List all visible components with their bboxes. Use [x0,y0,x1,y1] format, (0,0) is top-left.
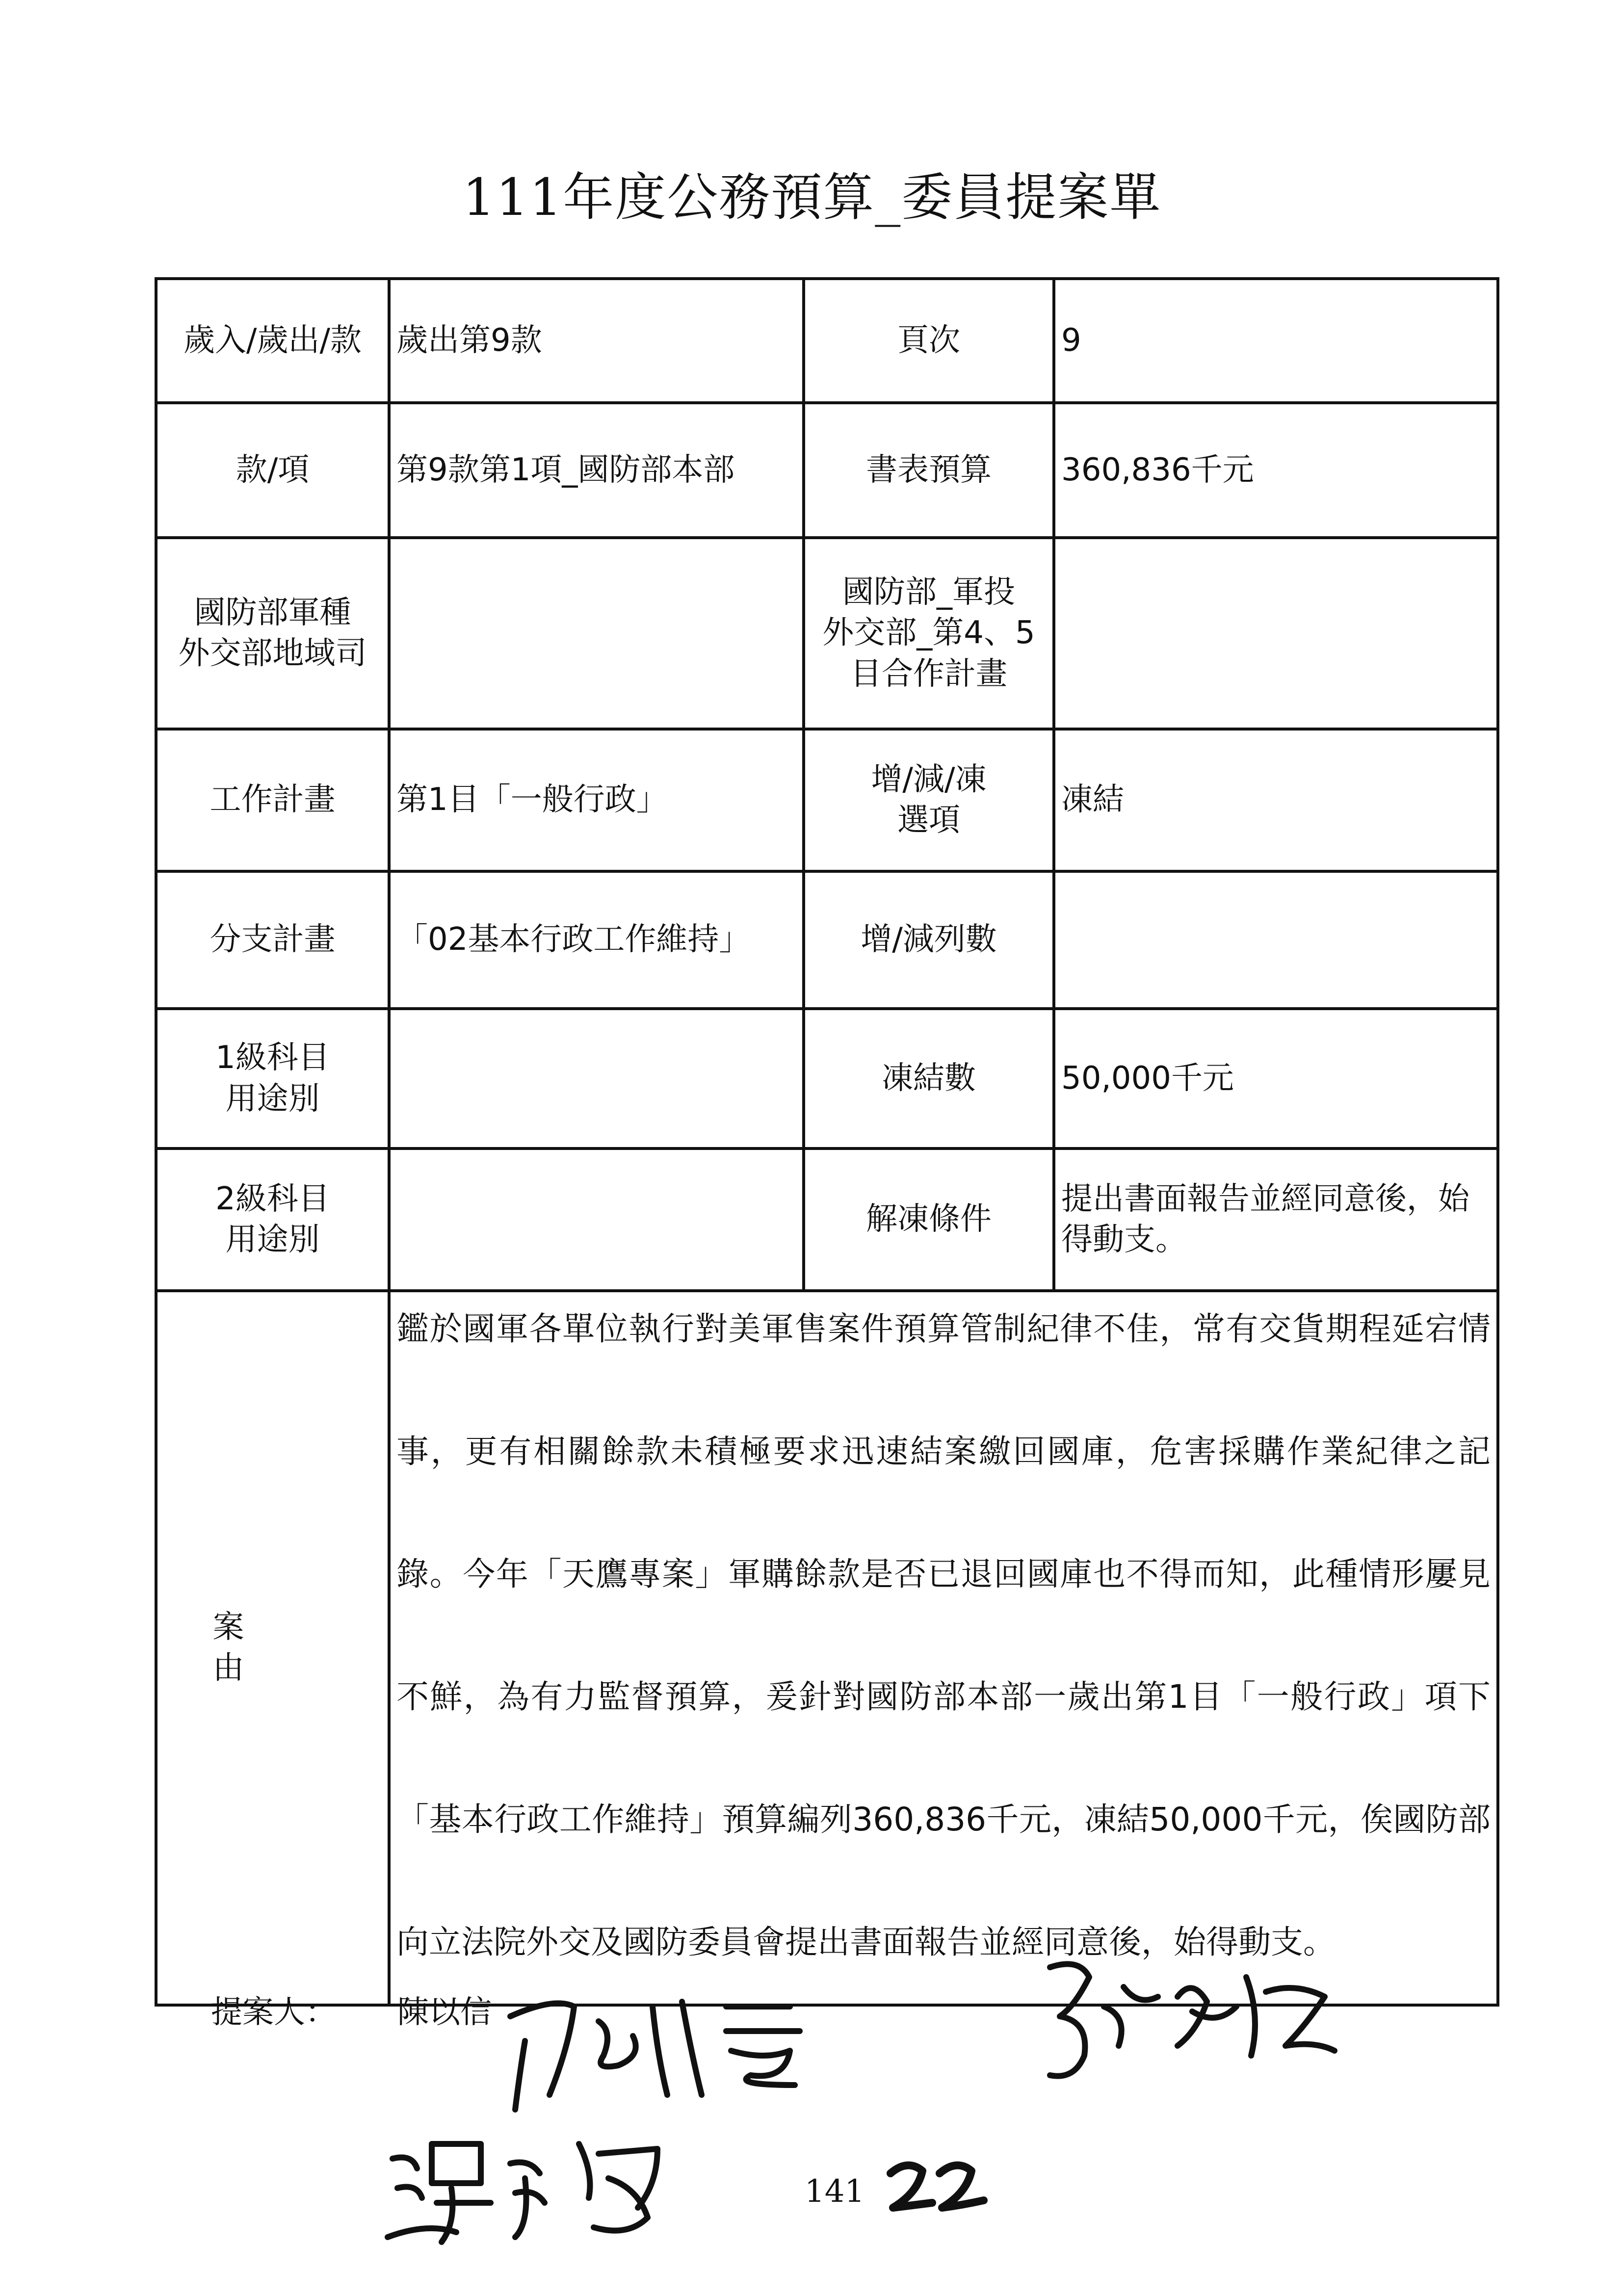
form-row-level1 [156,1009,1498,1148]
value-unfreeze-condition: 提出書面報告並經同意後，始得動支。 [1054,1148,1498,1291]
page-title: 111年度公務預算_委員提案單 [462,167,1162,227]
value-department [389,538,804,729]
form-row-work-plan [156,729,1498,871]
label-budget: 書表預算 [804,403,1054,538]
label-change-amount: 增/減列數 [804,871,1054,1009]
value-level1 [389,1009,804,1148]
label-unfreeze-condition: 解凍條件 [804,1148,1054,1291]
label-reason: 案由 [156,1291,389,2005]
label-program [804,538,1054,729]
label-item: 款/項 [156,403,389,538]
form-row-item [156,403,1498,538]
label-freeze-amount: 凍結數 [804,1009,1054,1148]
signature-1 [496,1987,829,2114]
value-work-plan: 第1目「一般行政」 [389,729,804,871]
label-option [804,729,1054,871]
page-number: 141 [805,2173,865,2210]
label-branch-plan: 分支計畫 [156,871,389,1009]
form-row-reason [156,1291,1498,2005]
form-row-account [156,279,1498,403]
label-program-line-1: 國防部_軍投 [842,574,1015,611]
value-item: 第9款第1項_國防部本部 [389,403,804,538]
label-work-plan: 工作計畫 [156,729,389,871]
label-level2-line-1: 2級科目 [215,1180,330,1217]
label-program-line-2: 外交部_第4、5 [822,615,1035,652]
value-change-amount [1054,871,1498,1009]
label-option-line-2: 選項 [897,802,960,838]
label-department [156,538,389,729]
label-department-line-2: 外交部地域司 [178,635,367,672]
label-department-line-1: 國防部軍種 [194,594,351,631]
label-option-line-1: 增/減/凍 [871,761,987,798]
value-option: 凍結 [1054,729,1498,871]
handwritten-page-number [883,2154,991,2222]
value-reason [389,1291,1498,2005]
proposer-label: 提案人： [211,1994,337,2031]
value-page: 9 [1054,279,1498,403]
label-level1-line-2: 用途別 [225,1080,320,1117]
signature-3 [383,2124,687,2247]
form-row-branch-plan [156,871,1498,1009]
value-program [1054,538,1498,729]
label-level1 [156,1009,389,1148]
label-program-line-3: 目合作計畫 [850,655,1007,692]
value-account: 歲出第9款 [389,279,804,403]
label-account: 歲入/歲出/款 [156,279,389,403]
proposal-form-table [155,277,1499,2007]
form-row-department [156,538,1498,729]
label-level1-line-1: 1級科目 [215,1040,330,1076]
proposer-name: 陳以信 [397,1994,492,2031]
reason-text: 鑑於國軍各單位執行對美軍售案件預算管制紀律不佳，常有交貨期程延宕情事，更有相關餘款未積極要求迅速結案繳回國庫，危害採購作業紀律之記錄。今年「天鷹專案」軍購餘款是否已退回國庫也不得而知，此種情形屢見不鮮，為有力監督預算，爰針對國防部本部一歲出第1目「一般行政」項下「基本行政工作維持」預算編列360,836千元，凍結50,000千元，俟國防部向立法院外交及國防委員會提出書面報告並經同意後，始得動支。 [396,1310,1491,1961]
label-page: 頁次 [804,279,1054,403]
signature-2 [1030,1948,1344,2095]
label-level2-line-2: 用途別 [225,1222,320,1258]
label-level2 [156,1148,389,1291]
value-freeze-amount: 50,000千元 [1054,1009,1498,1148]
value-branch-plan: 「02基本行政工作維持」 [389,871,804,1009]
value-budget: 360,836千元 [1054,403,1498,538]
